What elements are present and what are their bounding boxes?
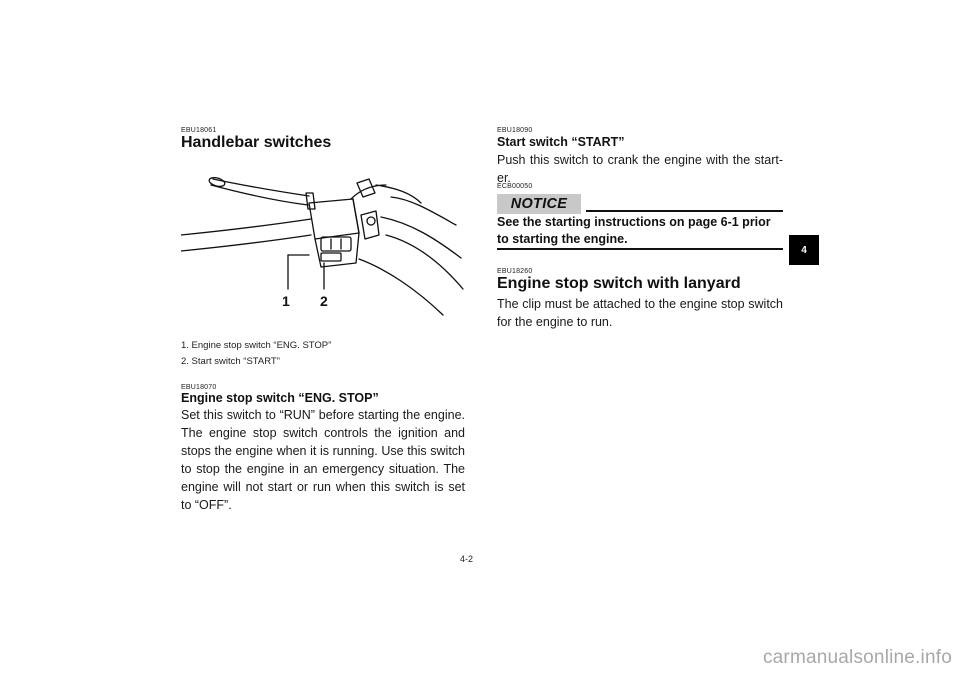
section-code: EBU18090 [497,127,533,134]
figure-caption-2: 2. Start switch “START” [181,356,280,367]
notice-code: ECB00050 [497,183,533,190]
section-code: EBU18061 [181,127,217,134]
lanyard-paragraph: The clip must be attached to the engine stop switch for the engine to run. [497,297,783,329]
section-code: EBU18260 [497,268,533,275]
notice-divider-bottom [497,248,783,250]
engine-stop-heading: Engine stop switch “ENG. STOP” [181,391,379,405]
start-switch-paragraph: Push this switch to crank the engine with the start-er. [497,153,783,185]
section-code: EBU18070 [181,384,217,391]
watermark: carmanualsonline.info [762,647,952,668]
notice-divider-top [586,210,783,212]
notice-label: NOTICE [510,196,568,212]
notice-text: See the starting instructions on page 6-1 prior to starting the engine. [497,215,771,246]
notice-badge [497,194,581,214]
handlebar-switch-illustration [181,163,467,320]
callout-1: 1 [282,293,290,309]
section-title: Handlebar switches [181,134,332,151]
chapter-tab [789,235,819,265]
page-number: 4-2 [460,554,474,564]
chapter-tab-number: 4 [801,244,807,256]
engine-stop-paragraph: Set this switch to “RUN” before starting the engine. The engine stop switch controls the ignition and stops the engine when it is running. Use this switch to stop the engine in an emergency situation. The engine will not start or run when this switch is set to “OFF”. [181,408,465,512]
lanyard-heading: Engine stop switch with lanyard [497,275,741,292]
start-switch-heading: Start switch “START” [497,135,625,149]
callout-2: 2 [320,293,328,309]
figure-caption-1: 1. Engine stop switch “ENG. STOP” [181,340,332,351]
